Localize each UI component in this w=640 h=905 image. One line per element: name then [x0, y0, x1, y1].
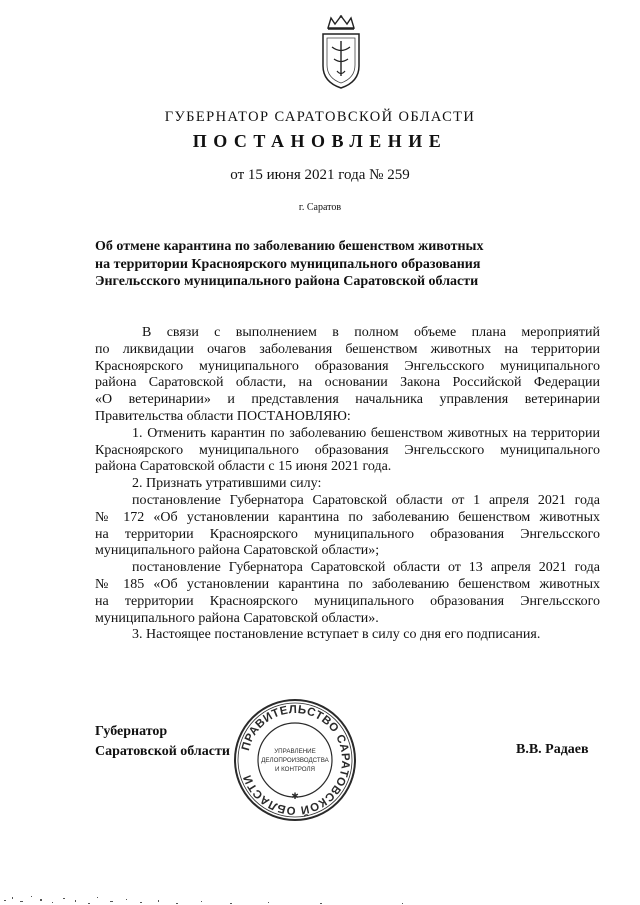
body-line: 1. Отменить карантин по заболеванию бешенством животных на территории: [132, 425, 600, 441]
document-date-number: от 15 июня 2021 года № 259: [230, 167, 410, 183]
title-line: Энгельсского муниципального района Саратовской области: [95, 274, 479, 289]
title-line: на территории Красноярского муниципального образования: [95, 256, 481, 272]
document-body: [95, 325, 600, 644]
body-line: № 185 «Об установлении карантина по заболеванию бешенством животных: [95, 576, 600, 592]
body-line: 3. Настоящее постановление вступает в силу со дня его подписания.: [132, 627, 541, 643]
body-line: Красноярского муниципального образования Энгельсского муниципального: [95, 442, 600, 458]
signatory-role-line1: Губернатор: [95, 724, 168, 739]
body-line: района Саратовской области с 15 июня 2021 года.: [95, 459, 392, 475]
body-line: В связи с выполнением в полном объеме плана мероприятий: [142, 325, 600, 340]
body-line: муниципального района Саратовской области».: [95, 610, 379, 626]
signatory-name: В.В. Радаев: [516, 742, 589, 757]
svg-text:УПРАВЛЕНИЕ: УПРАВЛЕНИЕ: [274, 748, 316, 755]
body-line: «О ветеринарии» и представления начальника управления ветеринарии: [95, 392, 600, 408]
body-line: постановление Губернатора Саратовской области от 13 апреля 2021 года: [132, 560, 600, 576]
title-line: Об отмене карантина по заболеванию бешенством животных: [95, 239, 484, 254]
body-line: № 172 «Об установлении карантина по заболеванию бешенством животных: [95, 509, 600, 525]
signatory-role: [95, 722, 230, 762]
signatory-role-line2: Саратовской области: [95, 744, 230, 759]
document-type-heading: ПОСТАНОВЛЕНИЕ: [192, 131, 448, 151]
official-seal-stamp-icon: [232, 697, 358, 823]
svg-text:✱: ✱: [291, 792, 299, 802]
svg-text:ДЕЛОПРОИЗВОДСТВА: ДЕЛОПРОИЗВОДСТВА: [261, 757, 329, 764]
body-line: Красноярского муниципального образования Энгельсского муниципального: [95, 358, 600, 374]
body-line: района Саратовской области, на основании Закона Российской Федерации: [95, 375, 600, 391]
body-line: муниципального района Саратовской области»;: [95, 543, 380, 559]
body-line: на территории Красноярского муниципального образования Энгельсского: [95, 526, 600, 542]
body-line: 2. Признать утратившими силу:: [132, 476, 322, 492]
coat-of-arms-emblem-icon: [318, 14, 364, 90]
document-city: г. Саратов: [298, 202, 342, 213]
body-line: по ликвидации очагов заболевания бешенством животных на территории: [95, 341, 600, 357]
body-line: на территории Красноярского муниципального образования Энгельсского: [95, 593, 600, 609]
svg-text:ПРАВИТЕЛЬСТВО САРАТОВСКОЙ ОБЛА: ПРАВИТЕЛЬСТВО САРАТОВСКОЙ ОБЛАСТИ: [239, 703, 352, 817]
document-title: [95, 238, 535, 291]
body-line: постановление Губернатора Саратовской области от 1 апреля 2021 года: [132, 492, 600, 508]
scan-artifact-strip: [0, 884, 640, 905]
body-line: Правительства области ПОСТАНОВЛЯЮ:: [95, 408, 351, 424]
svg-text:И КОНТРОЛЯ: И КОНТРОЛЯ: [274, 766, 316, 773]
issuer-heading: ГУБЕРНАТОР САРАТОВСКОЙ ОБЛАСТИ: [164, 109, 476, 125]
